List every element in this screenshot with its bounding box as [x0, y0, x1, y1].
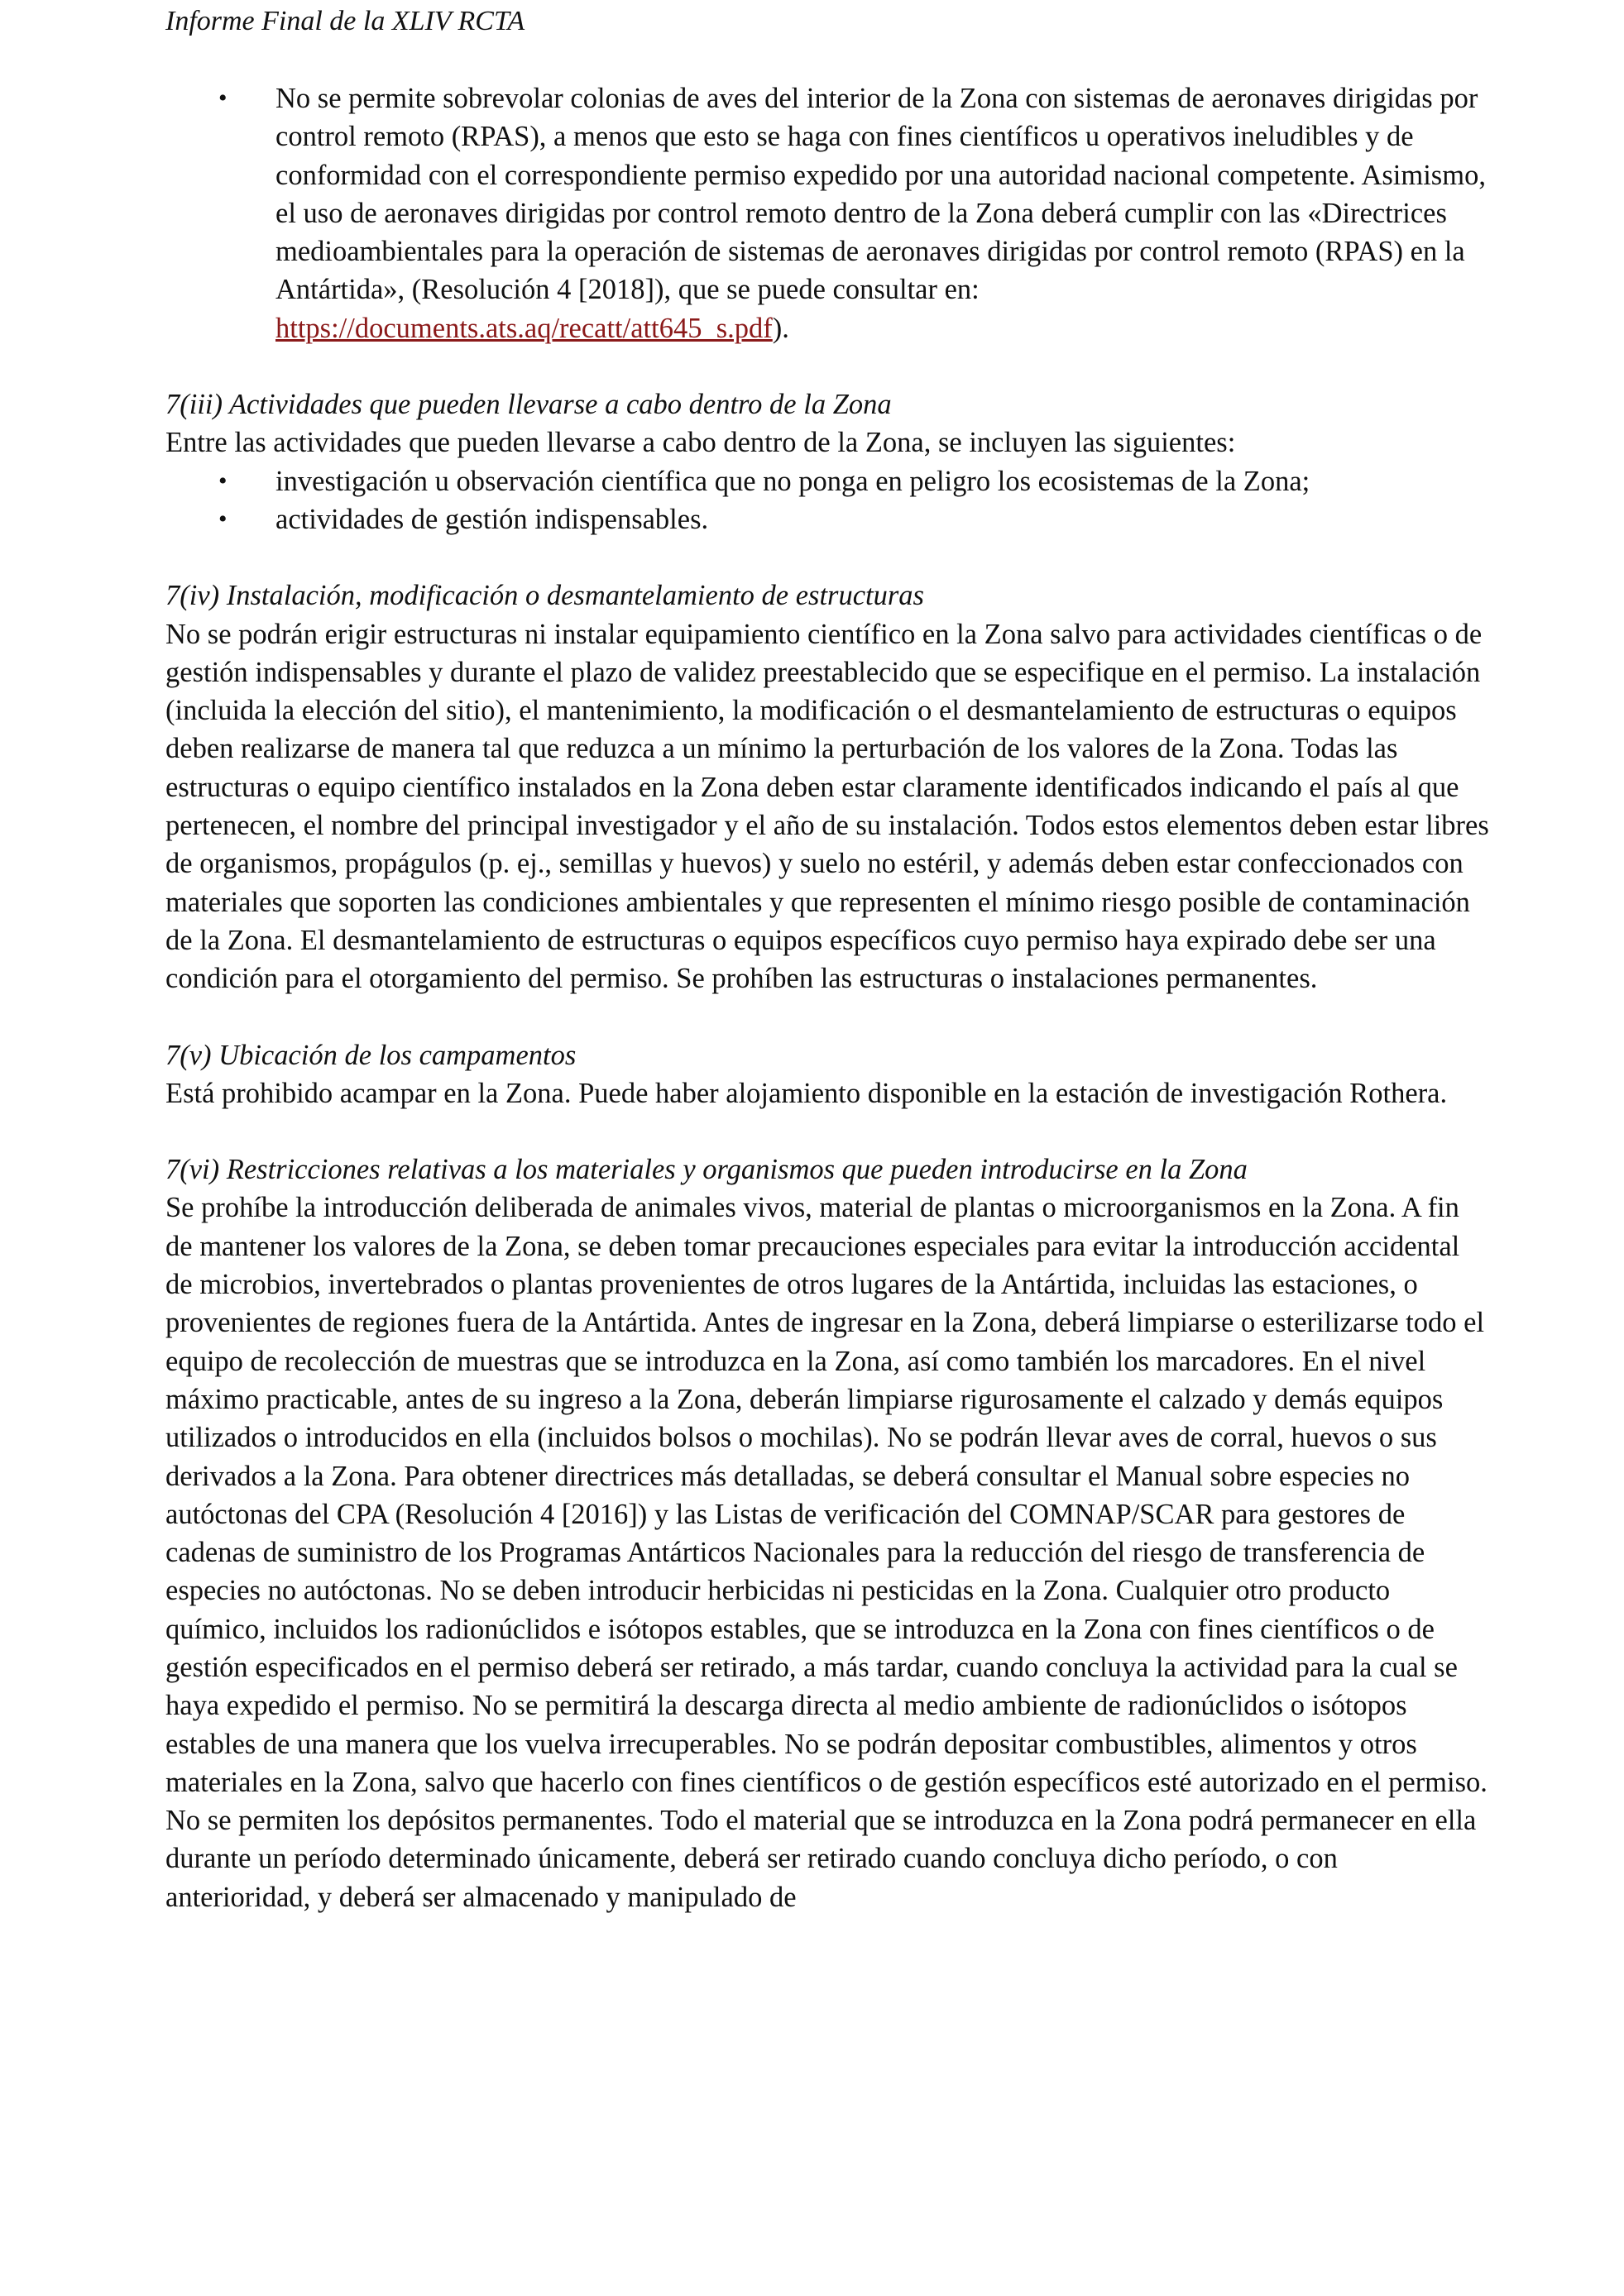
- section-heading-structures: 7(iv) Instalación, modificación o desmantelamiento de estructuras: [165, 580, 924, 612]
- materials-body: Se prohíbe la introducción deliberada de animales vivos, material de plantas o microorganismos en la Zona. A fin de mantener los valores de la Zona, se deben tomar precauciones especiales para evitar la introducción accidental de microbios, invertebrados o plantas provenientes de otros lugares de la Antártida, incluidas las estaciones, o provenientes de regiones fuera de la Antártida. Antes de ingresar en la Zona, deberá limpiarse o esterilizarse todo el equipo de recolección de muestras que se introduzca en la Zona, así como también los marcadores. En el nivel máximo practicable, antes de su ingreso a la Zona, deberán limpiarse rigurosamente el calzado y demás equipos utilizados o introducidos en ella (incluidos bolsos o mochilas). No se podrán llevar aves de corral, huevos o sus derivados a la Zona. Para obtener directrices más detalladas, se deberá consultar el Manual sobre especies no autóctonas del CPA (Resolución 4 [2016]) y las Listas de verificación del COMNAP/SCAR para gestores de cadenas de suministro de los Programas Antárticos Nacionales para la reducción del riesgo de transferencia de especies no autóctonas. No se deben introducir herbicidas ni pesticidas en la Zona. Cualquier otro producto químico, incluidos los radionúclidos e isótopos estables, que se introduzca en la Zona con fines científicos o de gestión especificados en el permiso deberá ser retirado, a más tardar, cuando concluya la actividad para la cual se haya expedido el permiso. No se permitirá la descarga directa al medio ambiente de radionúclidos o isótopos estables de una manera que los vuelva irrecuperables. No se podrán depositar combustibles, alimentos y otros materiales en la Zona, salvo que hacerlo con fines científicos o de gestión específicos esté autorizado en el permiso. No se permiten los depósitos permanentes. Todo el material que se introduzca en la Zona podrá permanecer en ella durante un período determinado únicamente, deberá ser retirado cuando concluya dicho período, o con anterioridad, y deberá ser almacenado y manipulado de: [165, 1192, 1487, 1913]
- rpas-bullet-list: [165, 79, 1489, 347]
- section-materials: [165, 1150, 1489, 1916]
- activities-item-text: investigación u observación científica que no ponga en peligro los ecosistemas de la Zona;: [275, 465, 1310, 497]
- rpas-bullet-text: No se permite sobrevolar colonias de aves del interior de la Zona con sistemas de aeronaves dirigidas por control remoto (RPAS), a menos que esto se haga con fines científicos u operativos ineludibles y de conformidad con el correspondiente permiso expedido por una autoridad nacional competente. Asimismo, el uso de aeronaves dirigidas por control remoto dentro de la Zona deberá cumplir con las «Directrices medioambientales para la operación de sistemas de aeronaves dirigidas por control remoto (RPAS) en la Antártida», (Resolución 4 [2018]), que se puede consultar en:: [275, 83, 1486, 306]
- section-heading-activities: 7(iii) Actividades que pueden llevarse a cabo dentro de la Zona: [165, 389, 892, 421]
- section-activities: [165, 385, 1489, 538]
- section-heading-materials: 7(vi) Restricciones relativas a los materiales y organismos que pueden introducirse en la Zona: [165, 1154, 1248, 1186]
- rpas-bullet-trailing: ).: [772, 312, 789, 344]
- section-heading-camps: 7(v) Ubicación de los campamentos: [165, 1039, 577, 1071]
- bullet-icon: •: [218, 505, 228, 533]
- camps-body: Está prohibido acampar en la Zona. Puede haber alojamiento disponible en la estación de investigación Rothera.: [165, 1077, 1448, 1109]
- structures-body: No se podrán erigir estructuras ni instalar equipamiento científico en la Zona salvo para actividades científicas o de gestión indispensables y durante el plazo de validez preestablecido que se especifique en el permiso. La instalación (incluida la elección del sitio), el mantenimiento, la modificación o el desmantelamiento de estructuras o equipos deben realizarse de manera tal que reduzca a un mínimo la perturbación de los valores de la Zona. Todas las estructuras o equipo científico instalados en la Zona deben estar claramente identificados indicando el país al que pertenecen, el nombre del principal investigador y el año de su instalación. Todos estos elementos deben estar libres de organismos, propágulos (p. ej., semillas y huevos) y suelo no estéril, y además deben estar confeccionados con materiales que soporten las condiciones ambientales y que representen el mínimo riesgo posible de contaminación de la Zona. El desmantelamiento de estructuras o equipos específicos cuyo permiso haya expirado debe ser una condición para el otorgamiento del permiso. Se prohíben las estructuras o instalaciones permanentes.: [165, 618, 1489, 995]
- rpas-bullet-item: [165, 79, 1489, 347]
- bullet-icon: •: [218, 84, 228, 112]
- activities-item-text: actividades de gestión indispensables.: [275, 503, 709, 535]
- section-structures: [165, 576, 1489, 997]
- activities-list-item: [165, 462, 1489, 500]
- activities-intro: Entre las actividades que pueden llevarse a cabo dentro de la Zona, se incluyen las siguientes:: [165, 427, 1236, 459]
- activities-list: [165, 462, 1489, 539]
- running-header: Informe Final de la XLIV RCTA: [165, 6, 525, 36]
- section-camps: [165, 1036, 1489, 1113]
- activities-list-item: [165, 500, 1489, 538]
- document-body: [165, 79, 1489, 1916]
- resolution-link[interactable]: https://documents.ats.aq/recatt/att645_s.pdf: [275, 312, 773, 344]
- bullet-icon: •: [218, 466, 228, 495]
